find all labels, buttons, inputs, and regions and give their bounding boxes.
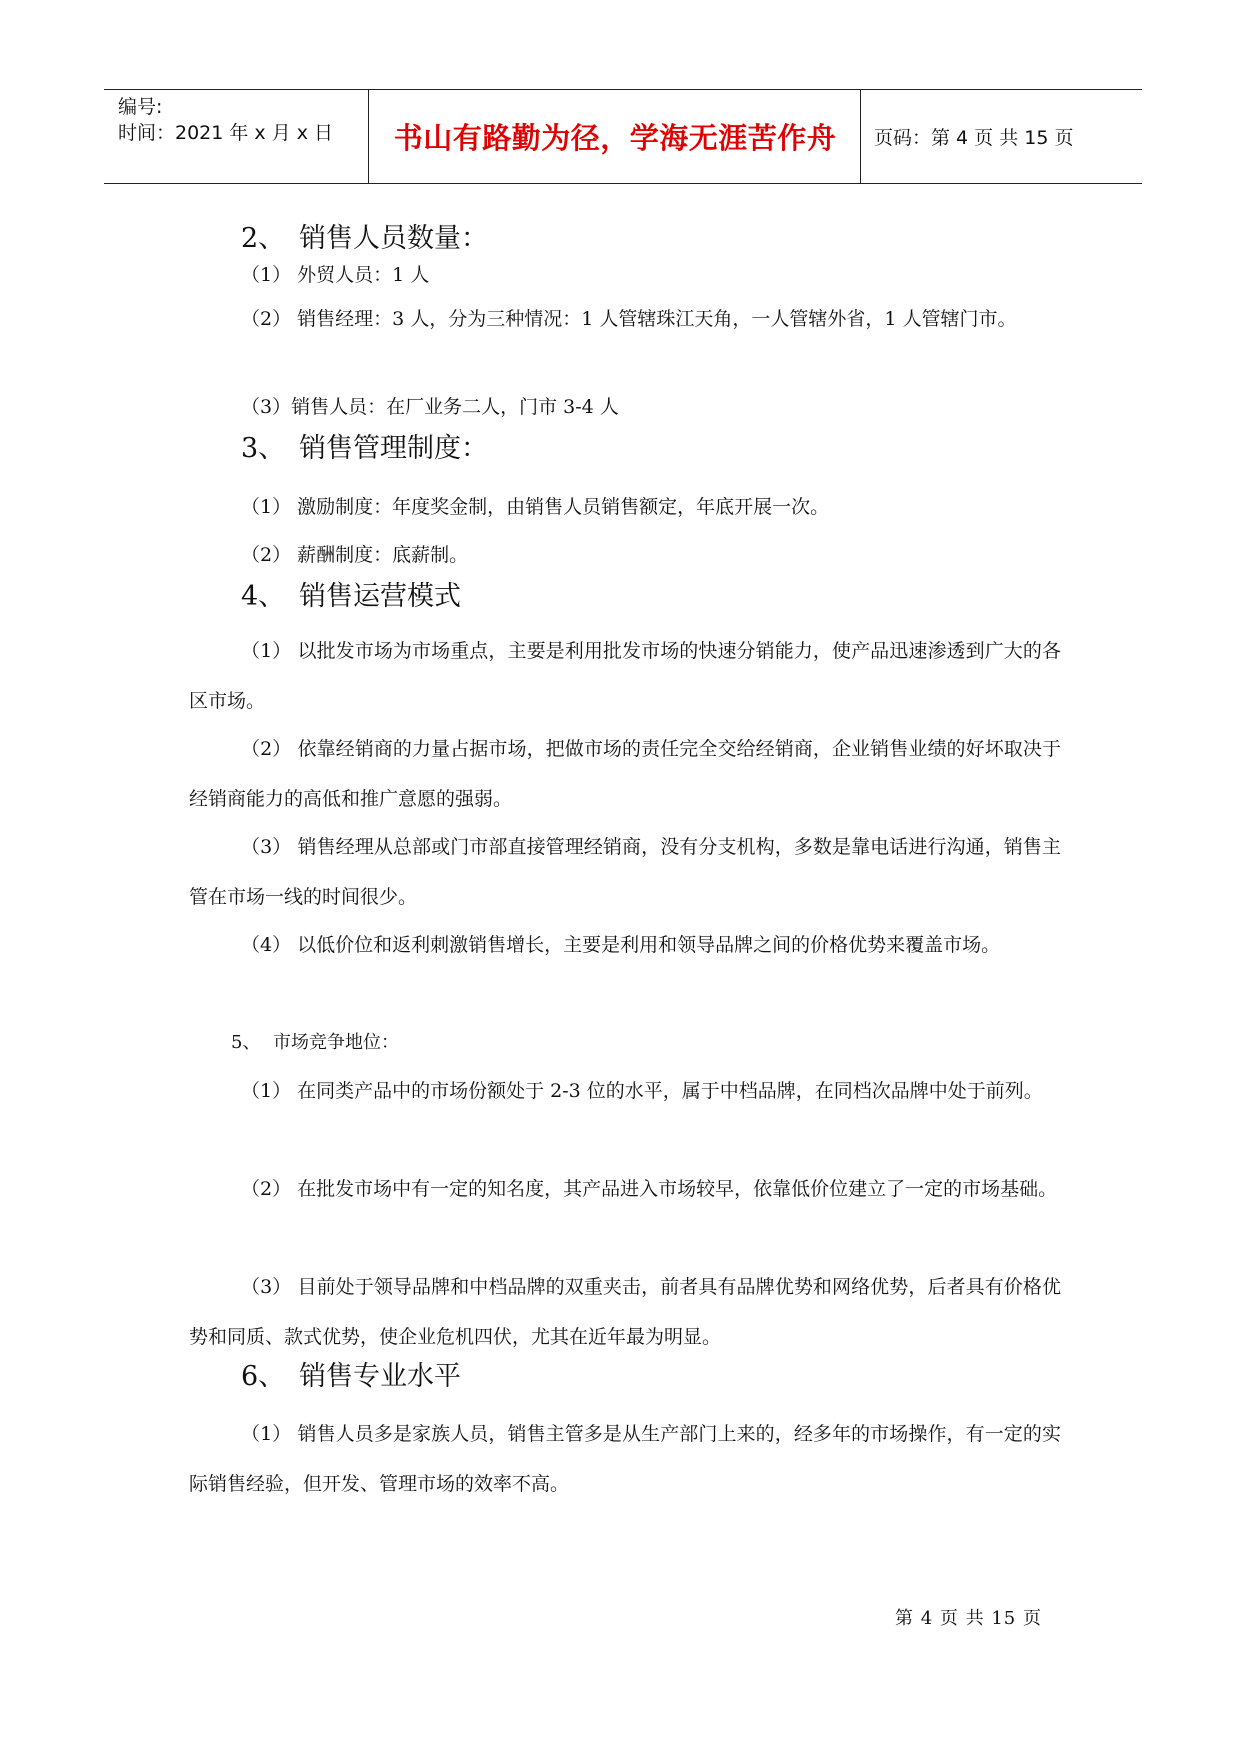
section-title: 销售管理制度： xyxy=(299,433,488,464)
paragraph: （2） 薪酬制度：底薪制。 xyxy=(241,544,469,566)
header-divider xyxy=(368,90,369,183)
paragraph: （3） 销售经理从总部或门市部直接管理经销商，没有分支机构，多数是靠电话进行沟通，销售主管在市场一线的时间很少。 xyxy=(189,836,1061,908)
paragraph: （2） 依靠经销商的力量占据市场，把做市场的责任完全交给经销商，企业销售业绩的好坏取决于经销商能力的高低和推广意愿的强弱。 xyxy=(189,738,1061,810)
header-page-label: 页码：第 4 页 共 15 页 xyxy=(874,127,1074,149)
paragraph: （1） 在同类产品中的市场份额处于 2-3 位的水平，属于中档品牌，在同档次品牌中处于前列。 xyxy=(241,1080,1043,1102)
section-title: 销售运营模式 xyxy=(299,581,461,612)
section-number: 4、 xyxy=(241,581,286,612)
section-title: 市场竞争地位： xyxy=(273,1032,399,1053)
paragraph: （1） 以批发市场为市场重点，主要是利用批发市场的快速分销能力，使产品迅速渗透到广大的各区市场。 xyxy=(189,640,1061,712)
paragraph: （1） 外贸人员：1 人 xyxy=(241,264,430,286)
section-title: 销售专业水平 xyxy=(299,1361,461,1392)
section-number: 6、 xyxy=(241,1361,286,1392)
page-header xyxy=(104,89,1142,184)
paragraph: （1） 激励制度：年度奖金制，由销售人员销售额定，年底开展一次。 xyxy=(241,496,830,518)
section-title: 销售人员数量： xyxy=(299,223,488,254)
section-heading xyxy=(241,432,488,466)
section-heading xyxy=(241,580,461,614)
paragraph: （2） 在批发市场中有一定的知名度，其产品进入市场较早，依靠低价位建立了一定的市场基础。 xyxy=(241,1178,1058,1200)
page-footer: 第 4 页 共 15 页 xyxy=(895,1608,1042,1629)
header-divider xyxy=(860,90,861,183)
header-meta xyxy=(118,94,368,146)
header-motto: 书山有路勤为径，学海无涯苦作舟 xyxy=(393,121,837,155)
document-number-label: 编号: xyxy=(118,96,163,118)
section-number: 5、 xyxy=(231,1032,261,1053)
paragraph: （3） 目前处于领导品牌和中档品牌的双重夹击，前者具有品牌优势和网络优势，后者具有价格优势和同质、款式优势，使企业危机四伏，尤其在近年最为明显。 xyxy=(189,1276,1061,1348)
paragraph: （3）销售人员：在厂业务二人，门市 3-4 人 xyxy=(241,396,619,418)
section-heading xyxy=(231,1028,399,1058)
section-number: 2、 xyxy=(241,223,286,254)
section-number: 3、 xyxy=(241,433,286,464)
paragraph: （1） 销售人员多是家族人员，销售主管多是从生产部门上来的，经多年的市场操作，有一定的实际销售经验，但开发、管理市场的效率不高。 xyxy=(189,1423,1061,1495)
paragraph: （4） 以低价位和返利刺激销售增长，主要是利用和领导品牌之间的价格优势来覆盖市场。 xyxy=(241,934,1001,956)
paragraph: （2） 销售经理：3 人，分为三种情况：1 人管辖珠江天角，一人管辖外省，1 人管辖门市。 xyxy=(241,308,1017,330)
section-heading xyxy=(241,1360,461,1394)
document-time-label: 时间：2021 年 x 月 x 日 xyxy=(118,122,334,144)
